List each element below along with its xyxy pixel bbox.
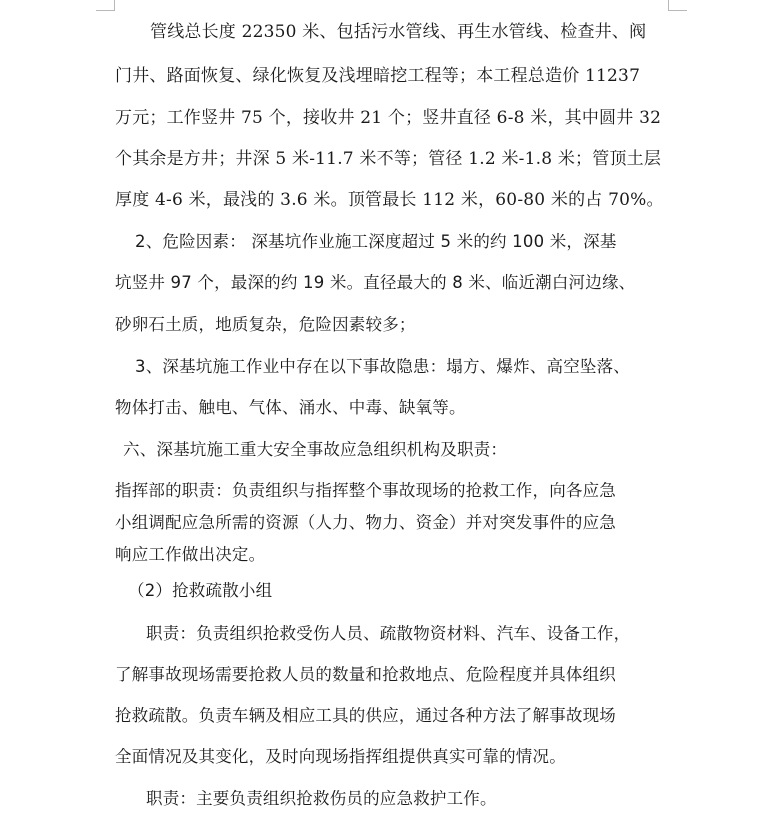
text-line: 门井、路面恢复、绿化恢复及浅埋暗挖工程等；本工程总造价 11237 xyxy=(115,66,641,86)
text-line: 职责：负责组织抢救受伤人员、疏散物资材料、汽车、设备工作， xyxy=(146,624,631,643)
text-line: 砂卵石土质，地质复杂，危险因素较多； xyxy=(115,315,416,334)
text-line: 坑竖井 97 个，最深的约 19 米。直径最大的 8 米、临近潮白河边缘、 xyxy=(115,273,636,292)
text-line: 3、深基坑施工作业中存在以下事故隐患：塌方、爆炸、高空坠落、 xyxy=(135,357,630,376)
subheading-rescue-evacuation-team: （2）抢救疏散小组 xyxy=(128,581,273,600)
text-line: 响应工作做出决定。 xyxy=(115,545,266,564)
text-line: 2、危险因素： 深基坑作业施工深度超过 5 米的约 100 米，深基 xyxy=(135,232,617,251)
text-line: 厚度 4-6 米，最浅的 3.6 米。顶管最长 112 米，60-80 米的占 70%。 xyxy=(115,190,664,210)
text-line: 物体打击、触电、气体、涌水、中毒、缺氧等。 xyxy=(115,398,466,417)
paragraph-medical-duties: 职责：主要负责组织抢救伤员的应急救护工作。 xyxy=(146,789,497,808)
text-line: 小组调配应急所需的资源（人力、物力、资金）并对突发事件的应急 xyxy=(115,513,616,532)
text-line: 全面情况及其变化，及时向现场指挥组提供真实可靠的情况。 xyxy=(115,747,566,766)
text-line: 万元；工作竖井 75 个，接收井 21 个；竖井直径 6-8 米，其中圆井 32 xyxy=(115,108,662,128)
text-line: 了解事故现场需要抢救人员的数量和抢救地点、危险程度并具体组织 xyxy=(115,665,616,684)
text-line: 管线总长度 22350 米、包括污水管线、再生水管线、检查井、阀 xyxy=(150,22,647,42)
text-line: 抢救疏散。负责车辆及相应工具的供应，通过各种方法了解事故现场 xyxy=(115,706,616,725)
text-line: 个其余是方井；井深 5 米-11.7 米不等；管径 1.2 米-1.8 米；管顶土层 xyxy=(115,149,662,169)
section-heading-six: 六、深基坑施工重大安全事故应急组织机构及职责： xyxy=(123,440,508,459)
text-line: 指挥部的职责：负责组织与指挥整个事故现场的抢救工作，向各应急 xyxy=(115,481,616,500)
